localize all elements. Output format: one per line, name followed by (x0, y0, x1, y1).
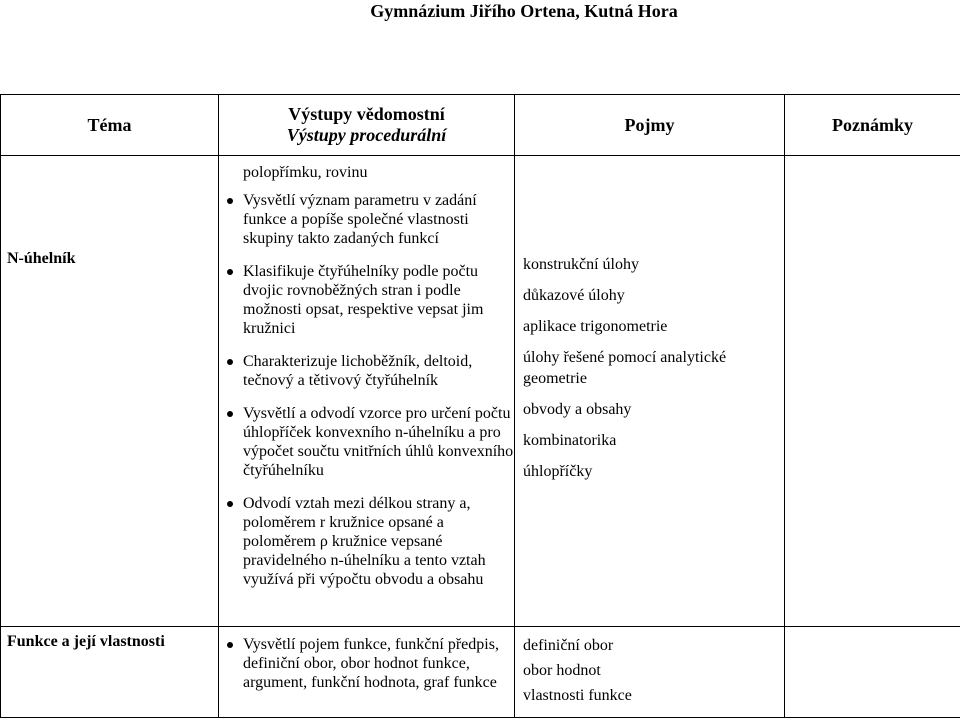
term-item: důkazové úlohy (523, 287, 625, 304)
notes-cell (785, 627, 960, 718)
header-vystupy-vedomostni: Výstupy vědomostní (288, 104, 445, 124)
outcomes-cell (219, 156, 515, 627)
outcome-item: Vysvětlí význam parametru v zadání funkce a popíše společné vlastnosti skupiny takto zadaných funkcí (219, 191, 514, 248)
term-item: obor hodnot (523, 662, 601, 679)
term-item: kombinatorika (523, 432, 617, 449)
header-vystupy (219, 95, 515, 156)
curriculum-table (0, 94, 960, 718)
bullet-icon (227, 642, 233, 648)
topic-label: Funkce a její vlastnosti (7, 633, 165, 650)
bullet-icon (227, 198, 233, 204)
outcome-item: Vysvětlí pojem funkce, funkční předpis, definiční obor, obor hodnot funkce, argument, funkční hodnota, graf funkce (219, 635, 514, 692)
terms-cell (515, 627, 785, 718)
topic-label: N-úhelník (7, 250, 76, 267)
table-row (1, 156, 960, 627)
term-item: definiční obor (523, 637, 614, 654)
bullet-icon (227, 501, 233, 507)
term-item: úhlopříčky (523, 463, 593, 480)
header-poznamky: Poznámky (785, 95, 960, 156)
term-item: obvody a obsahy (523, 401, 632, 418)
bullet-icon (227, 269, 233, 275)
header-tema: Téma (1, 95, 219, 156)
term-item: vlastnosti funkce (523, 687, 632, 704)
term-item: úlohy řešené pomocí analytické geometrie (523, 349, 727, 387)
term-item: konstrukční úlohy (523, 256, 639, 273)
outcome-continuation: polopřímku, rovinu (243, 164, 368, 181)
header-pojmy: Pojmy (515, 95, 785, 156)
outcome-item: Vysvětlí a odvodí vzorce pro určení počtu úhlopříček konvexního n-úhelníku a pro výpočet součtu vnitřních úhlů konvexního čtyřúhelníku (219, 404, 514, 480)
header-vystupy-proceduralni: Výstupy procedurální (286, 125, 447, 145)
topic-cell (1, 156, 219, 627)
outcome-item: Charakterizuje lichoběžník, deltoid, tečnový a tětivový čtyřúhelník (219, 352, 514, 390)
topic-cell (1, 627, 219, 718)
table-row (1, 627, 960, 718)
notes-cell (785, 156, 960, 627)
bullet-icon (227, 359, 233, 365)
outcome-item: Odvodí vztah mezi délkou strany a, poloměrem r kružnice opsané a poloměrem ρ kružnice vepsané pravidelného n-úhelníku a tento vztah využívá při výpočtu obvodu a obsahu (219, 494, 514, 589)
document-header-title: Gymnázium Jiřího Ortena, Kutná Hora (370, 1, 678, 21)
outcome-item: Klasifikuje čtyřúhelníky podle počtu dvojic rovnoběžných stran i podle možnosti opsat, respektive vepsat jim kružnici (219, 262, 514, 338)
term-item: aplikace trigonometrie (523, 318, 668, 335)
bullet-icon (227, 411, 233, 417)
outcomes-cell (219, 627, 515, 718)
terms-cell (515, 156, 785, 627)
table-header-row (1, 95, 960, 156)
